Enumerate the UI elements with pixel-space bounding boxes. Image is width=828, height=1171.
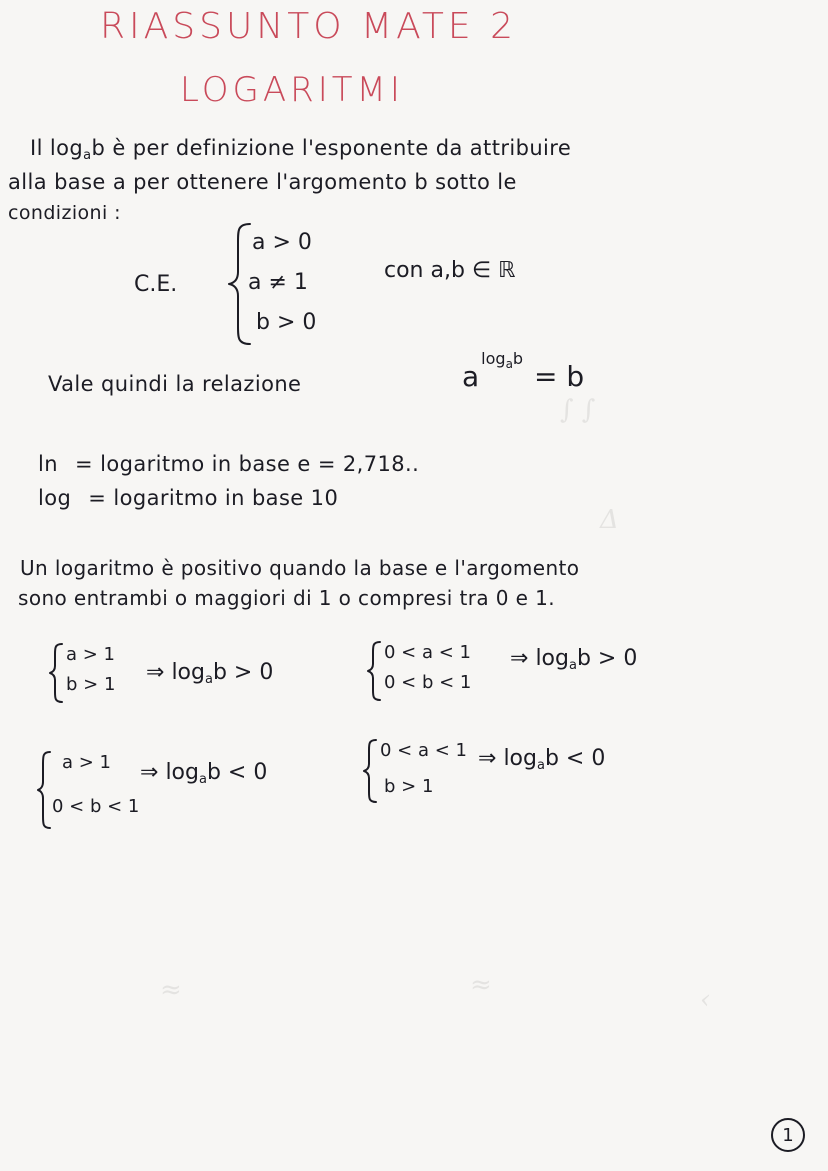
ce-label: C.E.: [134, 272, 178, 297]
page-subtitle: LOGARITMI: [180, 70, 404, 110]
case-brace: [366, 640, 384, 702]
case-brace: [48, 642, 66, 704]
domain-note: con a,b ∈ ℝ: [384, 258, 516, 283]
definition-prefix: Il: [30, 136, 43, 160]
bleed-through-mark: ≈: [160, 975, 182, 1005]
case-condition: 0 < b < 1: [52, 796, 140, 817]
bleed-through-mark: ‹: [700, 985, 711, 1015]
definition-text: è per definizione l'esponente da attribuire: [112, 136, 572, 160]
ln-notation: ln = logaritmo in base e = 2,718..: [38, 452, 420, 476]
log-expression: $\log_ab$: [49, 136, 106, 163]
case-condition: 0 < a < 1: [384, 642, 471, 663]
case-result: ⇒ $\log_ab > 0$: [510, 646, 638, 673]
case-condition: a > 1: [66, 644, 116, 665]
condition-a-not-one: a ≠ 1: [248, 270, 308, 295]
case-condition: b > 1: [66, 674, 116, 695]
positivity-line-2: sono entrambi o maggiori di 1 o compresi tra 0 e 1.: [18, 586, 555, 610]
case-condition: 0 < b < 1: [384, 672, 472, 693]
definition-line-1: [30, 136, 571, 163]
bleed-through-mark: ≈: [470, 970, 492, 1000]
case-condition: b > 1: [384, 776, 434, 797]
relation-text: Vale quindi la relazione: [48, 372, 302, 396]
case-result: ⇒ $\log_ab < 0$: [140, 760, 268, 787]
case-result: ⇒ $\log_ab < 0$: [478, 746, 606, 773]
page-title: RIASSUNTO MATE 2: [100, 6, 517, 47]
page-number-badge: [771, 1118, 805, 1152]
log-notation: log = logaritmo in base 10: [38, 486, 339, 510]
case-result: ⇒ $\log_ab > 0$: [146, 660, 274, 687]
definition-line-2: alla base a per ottenere l'argomento b sotto le: [8, 170, 517, 194]
positivity-line-1: Un logaritmo è positivo quando la base e l'argomento: [20, 556, 580, 580]
bleed-through-mark: ∫ ∫: [560, 395, 596, 425]
bleed-through-mark: Δ: [600, 505, 619, 535]
case-brace: [36, 750, 54, 830]
condition-a-positive: a > 0: [252, 230, 312, 255]
relation-formula: $a^{log_ab} = b$: [462, 349, 585, 393]
page-number: 1: [782, 1124, 794, 1146]
condition-b-positive: b > 0: [256, 310, 317, 335]
case-brace: [362, 738, 380, 804]
definition-line-3: condizioni :: [8, 202, 121, 224]
relation-exponent: logab: [481, 349, 524, 371]
case-condition: 0 < a < 1: [380, 740, 467, 761]
case-condition: a > 1: [62, 752, 112, 773]
